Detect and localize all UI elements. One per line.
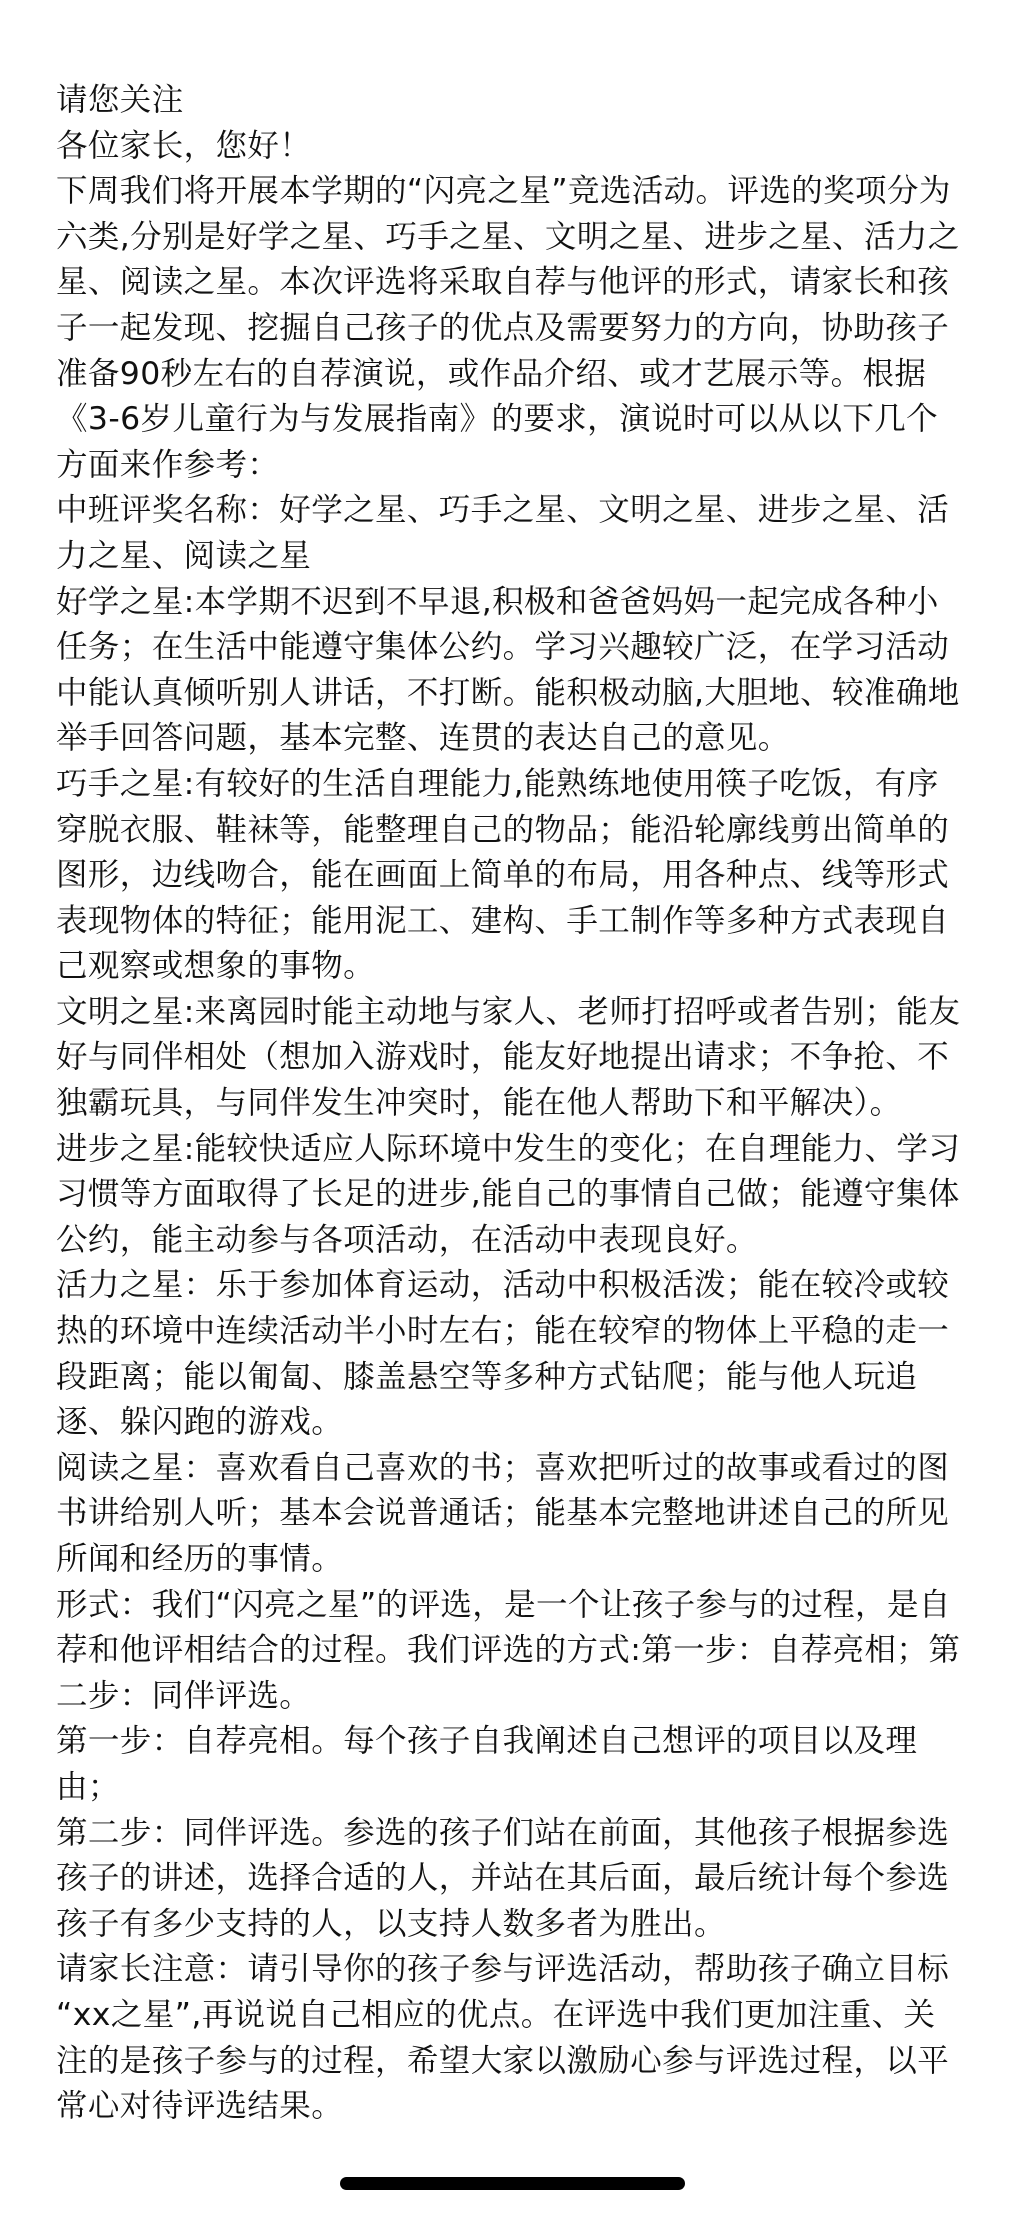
- text-line: “xx之星”,再说说自己相应的优点。在评选中我们更加注重、关: [56, 1996, 936, 2033]
- text-line: 力之星、阅读之星: [56, 537, 312, 574]
- text-line: 逐、躲闪跑的游戏。: [56, 1404, 344, 1441]
- text-line: 热的环境中连续活动半小时左右；能在较窄的物体上平稳的走一: [56, 1313, 950, 1350]
- text-line: 表现物体的特征；能用泥工、建构、手工制作等多种方式表现自: [56, 902, 950, 939]
- text-line: 好与同伴相处（想加入游戏时，能友好地提出请求；不争抢、不: [56, 1039, 950, 1076]
- text-line: 中能认真倾听别人讲话，不打断。能积极动脑,大胆地、较准确地: [56, 674, 960, 711]
- text-line: 举手回答问题，基本完整、连贯的表达自己的意见。: [56, 720, 790, 757]
- home-indicator[interactable]: [340, 2177, 685, 2190]
- text-line: 所闻和经历的事情。: [56, 1541, 344, 1577]
- text-line: 中班评奖名称：好学之星、巧手之星、文明之星、进步之星、活: [56, 492, 950, 529]
- notice-document: [56, 78, 970, 2130]
- text-line: 常心对待评选结果。: [56, 2088, 344, 2125]
- text-line: 独霸玩具，与同伴发生冲突时，能在他人帮助下和平解决）。: [56, 1085, 902, 1122]
- text-line: 公约，能主动参与各项活动，在活动中表现良好。: [56, 1221, 758, 1258]
- greeting: 各位家长，您好！: [56, 127, 312, 164]
- text-line: 好学之星:本学期不迟到不早退,积极和爸爸妈妈一起完成各种小: [56, 583, 939, 620]
- text-line: 任务；在生活中能遵守集体公约。学习兴趣较广泛，在学习活动: [56, 629, 950, 666]
- text-line: 文明之星:来离园时能主动地与家人、老师打招呼或者告别；能友: [56, 993, 961, 1030]
- text-line: 二步：同伴评选。: [56, 1677, 312, 1714]
- text-line: 请家长注意：请引导你的孩子参与评选活动，帮助孩子确立目标: [56, 1951, 950, 1988]
- text-line: 形式：我们“闪亮之星”的评选，是一个让孩子参与的过程，是自: [56, 1586, 951, 1623]
- text-line: 六类,分别是好学之星、巧手之星、文明之星、进步之星、活力之: [56, 218, 960, 255]
- text-line: 习惯等方面取得了长足的进步,能自己的事情自己做；能遵守集体: [56, 1176, 960, 1213]
- text-line: 己观察或想象的事物。: [56, 948, 376, 985]
- text-line: 孩子有多少支持的人，以支持人数多者为胜出。: [56, 1905, 726, 1942]
- text-line: 注的是孩子参与的过程，希望大家以激励心参与评选过程，以平: [56, 2042, 950, 2079]
- text-line: 子一起发现、挖掘自己孩子的优点及需要努力的方向，协助孩子: [56, 309, 950, 346]
- text-line: 《3-6岁儿童行为与发展指南》的要求，演说时可以从以下几个: [56, 401, 939, 438]
- text-line: 星、阅读之星。本次评选将采取自荐与他评的形式，请家长和孩: [56, 264, 950, 301]
- text-line: 方面来作参考：: [56, 446, 280, 483]
- text-line: 巧手之星:有较好的生活自理能力,能熟练地使用筷子吃饭，有序: [56, 765, 939, 802]
- text-line: 书讲给别人听；基本会说普通话；能基本完整地讲述自己的所见: [56, 1495, 950, 1532]
- text-line: 下周我们将开展本学期的“闪亮之星”竞选活动。评选的奖项分为: [56, 173, 951, 210]
- text-line: 第二步：同伴评选。参选的孩子们站在前面，其他孩子根据参选: [56, 1814, 950, 1851]
- text-line: 活力之星：乐于参加体育运动，活动中积极活泼；能在较冷或较: [56, 1267, 950, 1304]
- notice-heading: 请您关注: [56, 82, 184, 118]
- text-line: 穿脱衣服、鞋袜等，能整理自己的物品；能沿轮廓线剪出简单的: [56, 811, 950, 848]
- text-line: 荐和他评相结合的过程。我们评选的方式:第一步：自荐亮相；第: [56, 1632, 961, 1669]
- text-line: 段距离；能以匍匐、膝盖悬空等多种方式钻爬；能与他人玩追: [56, 1358, 918, 1395]
- text-line: 孩子的讲述，选择合适的人，并站在其后面，最后统计每个参选: [56, 1860, 950, 1897]
- text-line: 第一步：自荐亮相。每个孩子自我阐述自己想评的项目以及理: [56, 1723, 918, 1760]
- text-line: 准备90秒左右的自荐演说，或作品介绍、或才艺展示等。根据: [56, 355, 927, 392]
- text-line: 图形，边线吻合，能在画面上简单的布局，用各种点、线等形式: [56, 857, 950, 894]
- text-line: 进步之星:能较快适应人际环境中发生的变化；在自理能力、学习: [56, 1130, 961, 1167]
- text-line: 阅读之星：喜欢看自己喜欢的书；喜欢把听过的故事或看过的图: [56, 1449, 950, 1486]
- text-line: 由；: [56, 1768, 120, 1805]
